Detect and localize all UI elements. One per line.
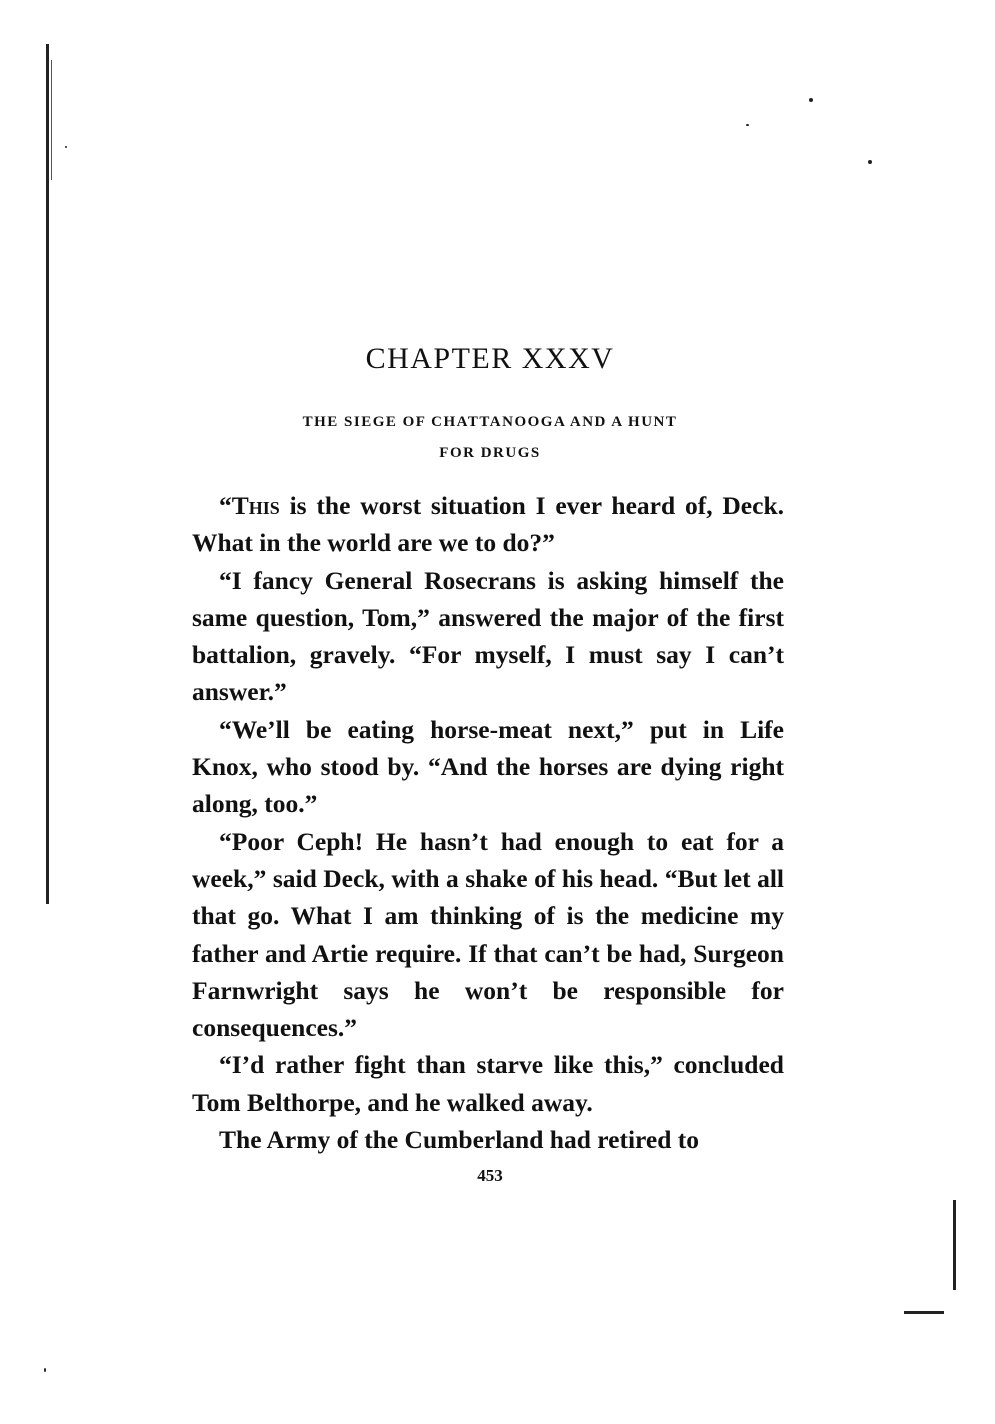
paragraph-text: “We’ll be eating horse-meat next,” put in Life Knox, who stood by. “And the horses are dying right along, too.” xyxy=(192,714,784,819)
scan-speck xyxy=(65,146,67,148)
opening-quote: “ xyxy=(219,491,232,520)
scan-edge-mark xyxy=(904,1311,944,1314)
scan-edge-line xyxy=(51,60,52,180)
page-number: 453 xyxy=(477,1166,503,1185)
chapter-title: CHAPTER XXXV xyxy=(365,342,615,375)
paragraph-text: “I fancy General Rosecrans is asking himself the same question, Tom,” answered the major of the first battalion, gravely. “For myself, I must say I can’t answer.” xyxy=(192,565,784,707)
paragraph xyxy=(192,1046,784,1121)
paragraph xyxy=(192,487,784,562)
paragraph xyxy=(192,562,784,711)
paragraph xyxy=(192,1121,784,1158)
scan-edge-line xyxy=(46,44,49,904)
paragraph xyxy=(192,711,784,823)
chapter-subtitle-line: THE SIEGE OF CHATTANOOGA AND A HUNT xyxy=(302,414,678,430)
scan-edge-line xyxy=(953,1200,956,1290)
paragraph-text: “Poor Ceph! He hasn’t had enough to eat for a week,” said Deck, with a shake of his head. “But let all that go. What I am thinking of is the medicine my father and Artie require. If that can’t be had, Surgeon Farnwright says he won’t be responsible for consequences.” xyxy=(192,826,784,1043)
scan-speck xyxy=(809,98,813,102)
paragraph-lead-word: This xyxy=(231,491,280,520)
scan-speck xyxy=(868,160,872,164)
paragraph-text: is the worst situation I ever heard of, Deck. What in the world are we to do?” xyxy=(192,491,784,558)
scan-speck xyxy=(44,1368,46,1372)
paragraph-text: The Army of the Cumberland had retired to xyxy=(219,1125,700,1155)
paragraph xyxy=(192,823,784,1047)
chapter-subtitle xyxy=(190,407,790,469)
paragraph-text: “I’d rather fight than starve like this,” concluded Tom Belthorpe, and he walked away. xyxy=(192,1050,784,1117)
scan-speck xyxy=(746,124,749,126)
body-text xyxy=(192,487,784,1158)
chapter-subtitle-line: FOR DRUGS xyxy=(439,445,541,461)
